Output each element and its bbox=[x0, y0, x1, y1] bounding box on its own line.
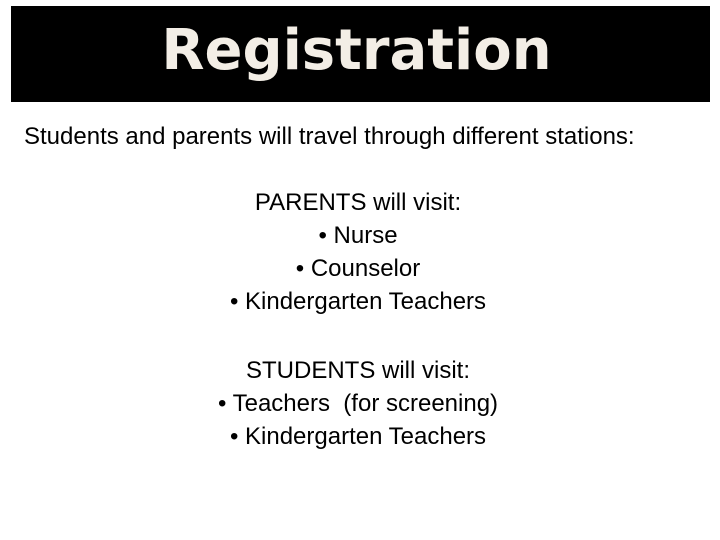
parents-section bbox=[0, 186, 716, 318]
intro-text: Students and parents will travel through different stations: bbox=[24, 123, 635, 150]
title-banner bbox=[11, 6, 710, 102]
students-section bbox=[0, 354, 716, 453]
parents-item-kindergarten-teachers: • Kindergarten Teachers bbox=[229, 288, 487, 315]
students-heading: STUDENTS will visit: bbox=[245, 357, 470, 384]
slide-title: Registration bbox=[161, 18, 552, 83]
parents-item-counselor: • Counselor bbox=[295, 255, 421, 282]
parents-item-nurse: • Nurse bbox=[318, 222, 398, 249]
parents-heading: PARENTS will visit: bbox=[254, 189, 462, 216]
students-item-teachers: • Teachers (for screening) bbox=[217, 390, 499, 417]
students-item-kindergarten-teachers: • Kindergarten Teachers bbox=[229, 423, 487, 450]
